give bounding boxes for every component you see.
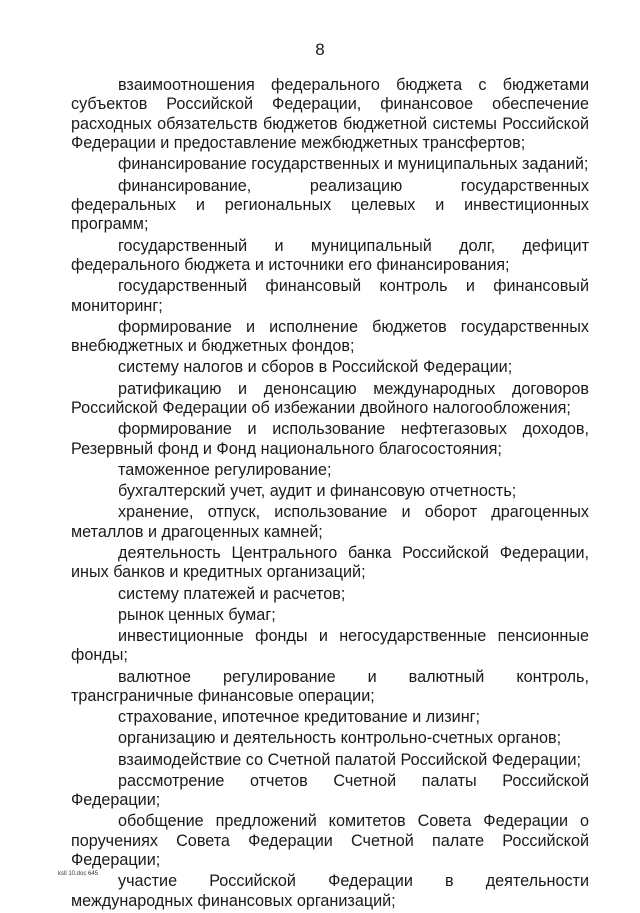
paragraph: рассмотрение отчетов Счетной палаты Российской Федерации; bbox=[71, 771, 589, 810]
paragraph: таможенное регулирование; bbox=[118, 460, 332, 479]
paragraph: деятельность Центрального банка Российской Федерации, иных банков и кредитных организаций; bbox=[71, 543, 589, 582]
paragraph: ратификацию и денонсацию международных договоров Российской Федерации об избежании двойного налогообложения; bbox=[71, 379, 589, 418]
paragraph: обобщение предложений комитетов Совета Федерации о поручениях Совета Федерации Счетной палате Российской Федерации; bbox=[71, 812, 589, 870]
paragraph: взаимоотношения федерального бюджета с бюджетами субъектов Российской Федерации, финансовое обеспечение расходных обязательств бюджетов бюджетной системы Российской Федерации и предоставление межбюджетных трансфертов; bbox=[71, 76, 589, 153]
paragraph: организацию и деятельность контрольно-счетных органов; bbox=[118, 729, 562, 748]
document-body bbox=[71, 76, 589, 913]
paragraph: государственный финансовый контроль и финансовый мониторинг; bbox=[71, 277, 589, 315]
paragraph: государственный и муниципальный долг, дефицит федерального бюджета и источники его финансирования; bbox=[71, 236, 589, 275]
paragraph: инвестиционные фонды и негосударственные пенсионные фонды; bbox=[71, 626, 589, 665]
paragraph: систему платежей и расчетов; bbox=[118, 584, 346, 603]
paragraph: взаимодействие со Счетной палатой Российской Федерации; bbox=[118, 750, 582, 769]
paragraph: валютное регулирование и валютный контроль, трансграничные финансовые операции; bbox=[71, 667, 589, 705]
paragraph: рынок ценных бумаг; bbox=[118, 605, 276, 624]
paragraph: страхование, ипотечное кредитование и лизинг; bbox=[118, 708, 481, 727]
paragraph: участие Российской Федерации в деятельности международных финансовых организаций; bbox=[71, 872, 589, 910]
paragraph: формирование и исполнение бюджетов государственных внебюджетных и бюджетных фондов; bbox=[71, 317, 589, 356]
paragraph: систему налогов и сборов в Российской Федерации; bbox=[118, 358, 513, 377]
paragraph: формирование и использование нефтегазовых доходов, Резервный фонд и Фонд национального благосостояния; bbox=[71, 420, 589, 458]
paragraph: хранение, отпуск, использование и оборот драгоценных металлов и драгоценных камней; bbox=[71, 503, 589, 541]
paragraph: финансирование государственных и муниципальных заданий; bbox=[118, 155, 589, 174]
paragraph: бухгалтерский учет, аудит и финансовую отчетность; bbox=[118, 482, 517, 501]
page-number: 8 bbox=[315, 40, 325, 59]
footer-file-code: ksll 10.doc 645 bbox=[58, 871, 99, 877]
paragraph: финансирование, реализацию государственных федеральных и региональных целевых и инвестиционных программ; bbox=[71, 176, 589, 234]
